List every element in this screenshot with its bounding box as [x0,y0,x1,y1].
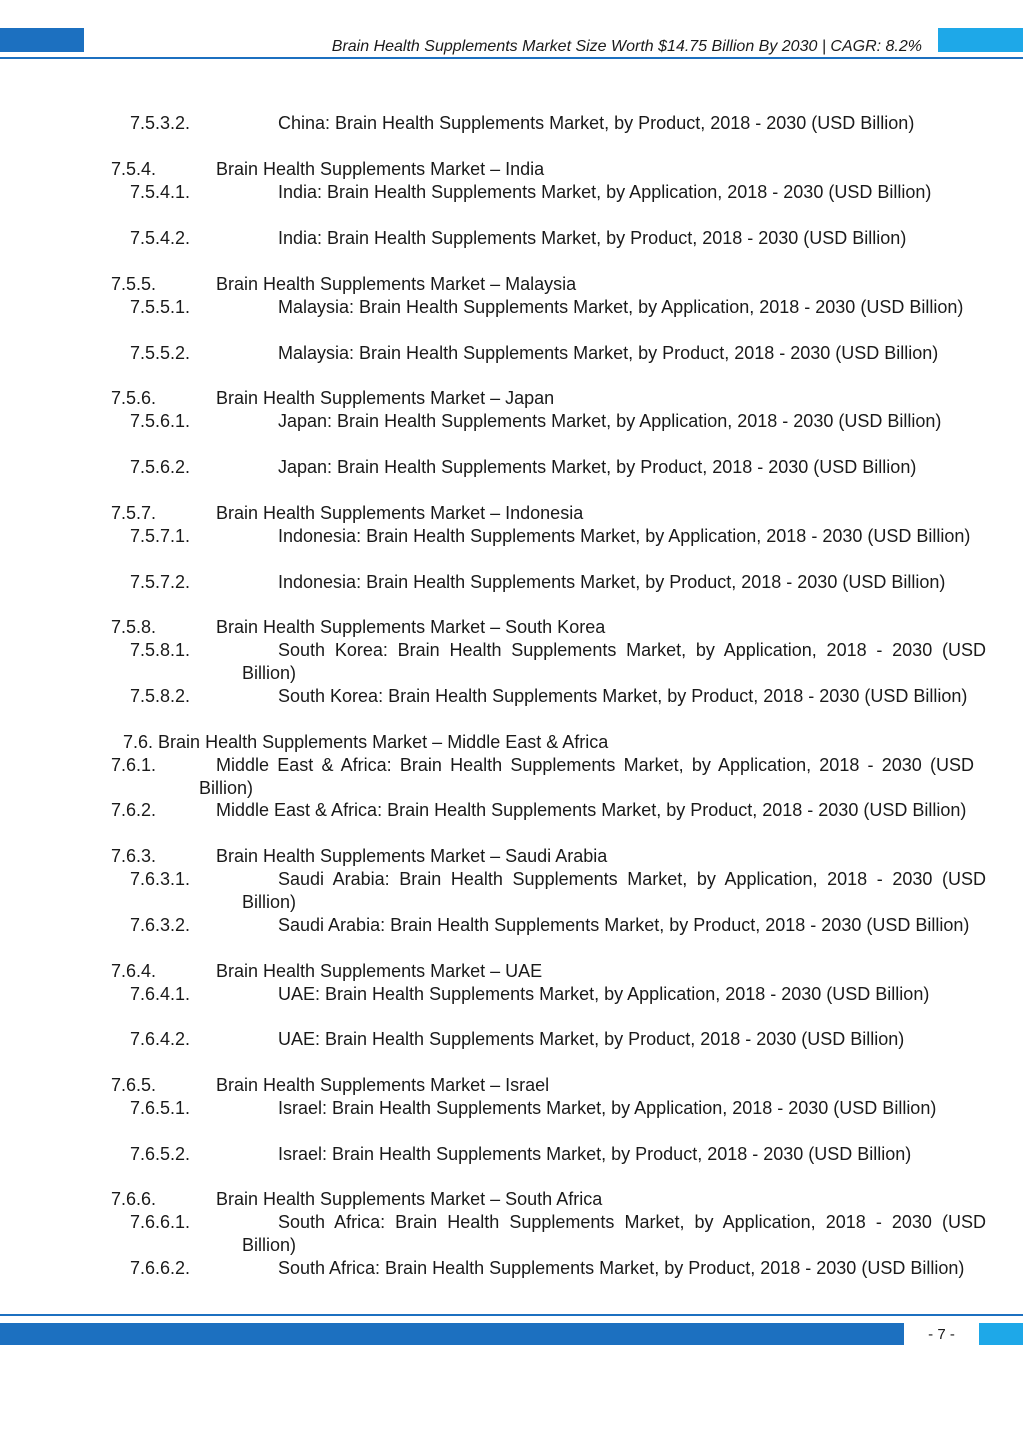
toc-entry [111,845,974,868]
toc-entry-number: 7.5.7. [111,503,157,523]
toc-entry-number: 7.6. [123,732,154,752]
page-number: - 7 - [928,1326,955,1343]
toc-entry-number: 7.6.3.1. [130,869,191,889]
toc-entry [130,456,986,479]
toc-entry-number: 7.6.1. [111,755,157,775]
toc-entry [111,158,974,181]
toc-entry-text: Israel: Brain Health Supplements Market, by Product, 2018 - 2030 (USD Billion) [278,1144,912,1164]
toc-entry-text: UAE: Brain Health Supplements Market, by Product, 2018 - 2030 (USD Billion) [278,1029,905,1049]
toc-entry-number: 7.5.7.1. [130,526,191,546]
toc-entry-number: 7.5.6. [111,388,157,408]
toc-entry-number: 7.6.6.1. [130,1212,191,1232]
toc-entry-number: 7.5.5.1. [130,297,191,317]
toc-entry-text: Middle East & Africa: Brain Health Supplements Market, by Product, 2018 - 2030 (USD Billion) [216,800,967,820]
toc-entry-number: 7.5.4. [111,159,157,179]
toc-entry-number: 7.5.6.1. [130,411,191,431]
toc-entry-text: India: Brain Health Supplements Market, by Product, 2018 - 2030 (USD Billion) [278,228,907,248]
toc-entry [130,983,986,1006]
toc-entry [130,1257,986,1280]
toc-entry-number: 7.5.8.1. [130,640,191,660]
toc-entry-number: 7.6.5.1. [130,1098,191,1118]
toc-entry-number: 7.6.5.2. [130,1144,191,1164]
toc-entry-number: 7.6.4.1. [130,984,191,1004]
toc-entry [111,960,974,983]
toc-entry-text: Indonesia: Brain Health Supplements Market, by Product, 2018 - 2030 (USD Billion) [278,572,946,592]
toc-entry-number: 7.6.4.2. [130,1029,191,1049]
toc-entry-text: Brain Health Supplements Market – Malaysia [216,274,577,294]
header-accent-right [938,28,1023,52]
toc-entry [130,1143,986,1166]
toc-entry-number: 7.6.6.2. [130,1258,191,1278]
toc-entry-text: Indonesia: Brain Health Supplements Market, by Application, 2018 - 2030 (USD Billion) [278,526,971,546]
toc-entry-text: China: Brain Health Supplements Market, by Product, 2018 - 2030 (USD Billion) [278,113,915,133]
toc-entry-number: 7.6.6. [111,1189,157,1209]
header-accent-left [0,28,84,52]
toc-entry [111,754,974,800]
toc-entry-text: Brain Health Supplements Market – Japan [216,388,555,408]
toc-entry [111,616,974,639]
footer-accent-right [979,1323,1023,1345]
toc-entry-text: Saudi Arabia: Brain Health Supplements Market, by Application, 2018 - 2030 (USD Billion) [242,869,986,912]
toc-entry-text: South Korea: Brain Health Supplements Market, by Product, 2018 - 2030 (USD Billion) [278,686,968,706]
toc-entry-text: Israel: Brain Health Supplements Market, by Application, 2018 - 2030 (USD Billion) [278,1098,937,1118]
toc-entry-text: Brain Health Supplements Market – South Africa [216,1189,603,1209]
toc-entry-number: 7.5.5.2. [130,343,191,363]
toc-entry [111,799,974,822]
toc-entry [130,1097,986,1120]
page-header-title: Brain Health Supplements Market Size Worth $14.75 Billion By 2030 | CAGR: 8.2% [331,38,922,55]
toc-entry-text: Brain Health Supplements Market – South Korea [216,617,606,637]
toc-entry-number: 7.5.4.2. [130,228,191,248]
toc-entry [130,1028,986,1051]
toc-entry-text: UAE: Brain Health Supplements Market, by Application, 2018 - 2030 (USD Billion) [278,984,930,1004]
toc-entry-number: 7.6.3. [111,846,157,866]
toc-entry [130,181,986,204]
toc-entry [130,639,986,685]
toc-entry-text: Middle East & Africa: Brain Health Supplements Market, by Application, 2018 - 2030 (USD Billion) [199,755,974,798]
toc-entry-number: 7.6.3.2. [130,915,191,935]
toc-entry-text: Japan: Brain Health Supplements Market, by Product, 2018 - 2030 (USD Billion) [278,457,917,477]
toc-entry [130,410,986,433]
toc-entry-text: Brain Health Supplements Market – Saudi Arabia [216,846,608,866]
toc-entry-text: Brain Health Supplements Market – India [216,159,545,179]
toc-entry-number: 7.5.3.2. [130,113,191,133]
toc-entry-text: Brain Health Supplements Market – UAE [216,961,543,981]
toc-entry [111,387,974,410]
toc-entry [130,914,986,937]
toc-entry [111,502,974,525]
toc-entry-text: Brain Health Supplements Market – Indonesia [216,503,584,523]
toc-entry [130,868,986,914]
toc-entry-text: South Africa: Brain Health Supplements Market, by Product, 2018 - 2030 (USD Billion) [278,1258,965,1278]
toc-entry [130,525,986,548]
toc-entry [123,731,930,754]
footer-bar [0,1323,904,1345]
toc-entry [130,112,986,135]
toc-entry-number: 7.6.5. [111,1075,157,1095]
toc-entry [111,273,974,296]
footer-rule [0,1314,1023,1316]
toc-entry-number: 7.6.2. [111,800,157,820]
toc-entry-number: 7.5.8. [111,617,157,637]
toc-entry-text: Saudi Arabia: Brain Health Supplements Market, by Product, 2018 - 2030 (USD Billion) [278,915,970,935]
toc-entry-number: 7.5.5. [111,274,157,294]
toc-entry-number: 7.5.4.1. [130,182,191,202]
toc-entry-text: South Africa: Brain Health Supplements Market, by Application, 2018 - 2030 (USD Billion) [242,1212,986,1255]
header-rule [0,57,1023,59]
toc-entry-text: Japan: Brain Health Supplements Market, by Application, 2018 - 2030 (USD Billion) [278,411,942,431]
toc-entry [130,296,986,319]
toc-entry-text: Brain Health Supplements Market – Middle East & Africa [158,732,609,752]
toc-entry [111,1188,974,1211]
toc-entry [111,1074,974,1097]
toc-entry [130,227,986,250]
toc-entry-number: 7.5.6.2. [130,457,191,477]
toc-entry-text: Malaysia: Brain Health Supplements Market, by Product, 2018 - 2030 (USD Billion) [278,343,939,363]
toc-entry-number: 7.5.8.2. [130,686,191,706]
toc-entry [130,342,986,365]
toc-entry [130,1211,986,1257]
toc-entry-text: India: Brain Health Supplements Market, by Application, 2018 - 2030 (USD Billion) [278,182,932,202]
toc-entry-text: South Korea: Brain Health Supplements Market, by Application, 2018 - 2030 (USD Billion) [242,640,986,683]
toc-entry [130,571,986,594]
toc-entry [130,685,986,708]
toc-entry-text: Malaysia: Brain Health Supplements Market, by Application, 2018 - 2030 (USD Billion) [278,297,964,317]
toc-entry-text: Brain Health Supplements Market – Israel [216,1075,550,1095]
toc-entry-number: 7.5.7.2. [130,572,191,592]
toc-entry-number: 7.6.4. [111,961,157,981]
